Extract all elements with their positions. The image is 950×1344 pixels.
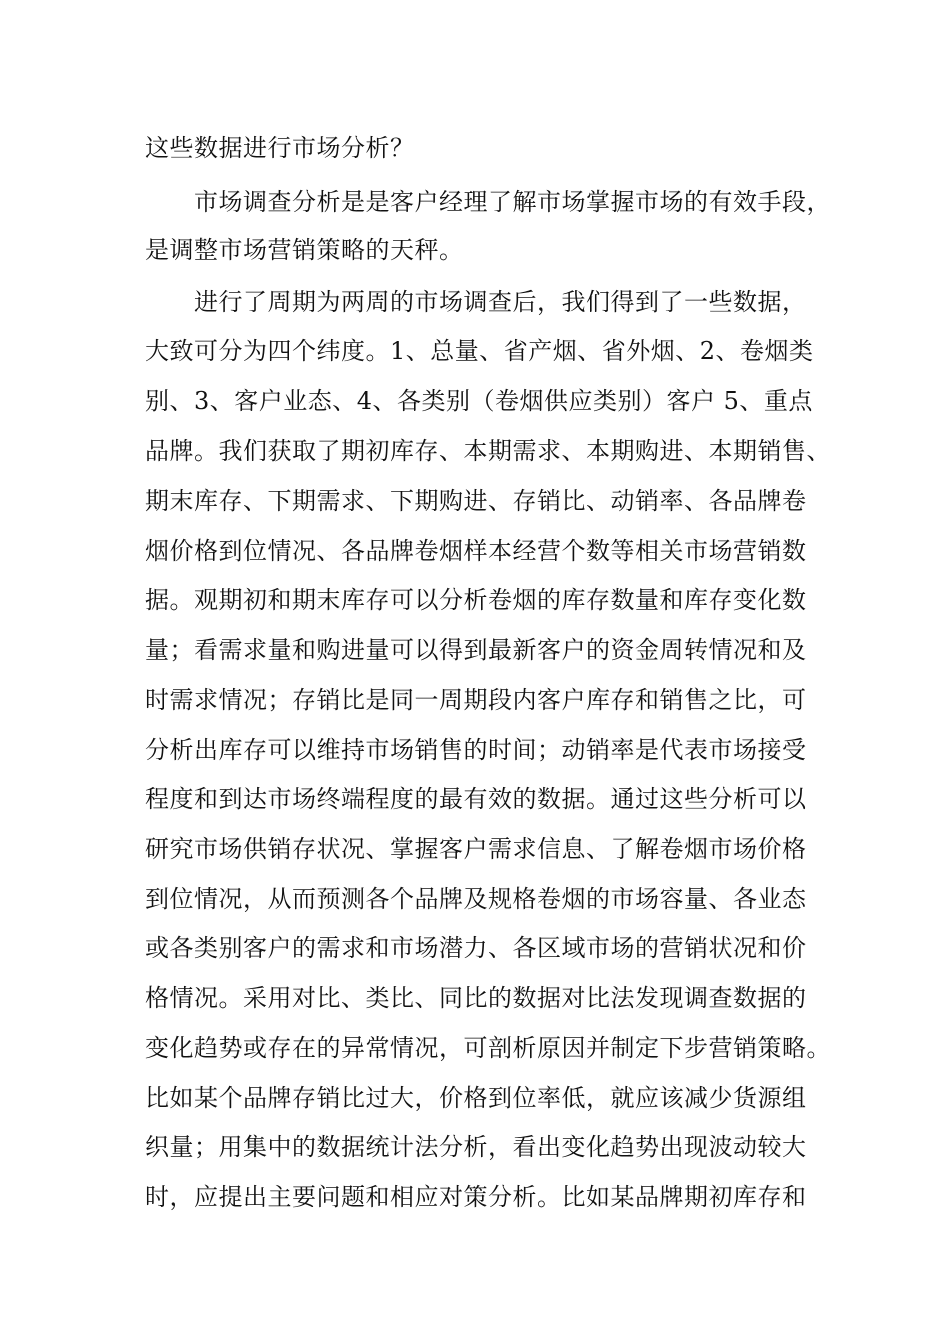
- text-line: 分析出库存可以维持市场销售的时间；动销率是代表市场接受: [145, 736, 807, 764]
- paragraph-start-line: 市场调查分析是是客户经理了解市场掌握市场的有效手段，: [194, 188, 831, 216]
- text-line: 别、3、客户业态、4、各类别（卷烟供应类别）客户 5、重点: [145, 387, 813, 415]
- text-line: 品牌。我们获取了期初库存、本期需求、本期购进、本期销售、: [145, 437, 831, 465]
- text-line: 期末库存、下期需求、下期购进、存销比、动销率、各品牌卷: [145, 487, 807, 515]
- text-line: 研究市场供销存状况、掌握客户需求信息、了解卷烟市场价格: [145, 835, 807, 863]
- text-line: 格情况。采用对比、类比、同比的数据对比法发现调查数据的: [145, 984, 807, 1012]
- text-line: 烟价格到位情况、各品牌卷烟样本经营个数等相关市场营销数: [145, 537, 807, 565]
- text-line: 是调整市场营销策略的天秤。: [145, 236, 464, 264]
- text-line: 织量；用集中的数据统计法分析，看出变化趋势出现波动较大: [145, 1133, 807, 1161]
- text-line: 这些数据进行市场分析？: [145, 134, 415, 162]
- text-line: 到位情况，从而预测各个品牌及规格卷烟的市场容量、各业态: [145, 885, 807, 913]
- text-line: 变化趋势或存在的异常情况，可剖析原因并制定下步营销策略。: [145, 1034, 831, 1062]
- text-line: 时，应提出主要问题和相应对策分析。比如某品牌期初库存和: [145, 1183, 807, 1211]
- text-line: 时需求情况；存销比是同一周期段内客户库存和销售之比，可: [145, 686, 807, 714]
- text-line: 量；看需求量和购进量可以得到最新客户的资金周转情况和及: [145, 636, 807, 664]
- paragraph-start-line: 进行了周期为两周的市场调查后，我们得到了一些数据，: [194, 288, 807, 316]
- text-line: 大致可分为四个纬度。1、总量、省产烟、省外烟、2、卷烟类: [145, 337, 814, 365]
- text-line: 据。观期初和期末库存可以分析卷烟的库存数量和库存变化数: [145, 586, 807, 614]
- text-line: 或各类别客户的需求和市场潜力、各区域市场的营销状况和价: [145, 934, 807, 962]
- text-line: 比如某个品牌存销比过大，价格到位率低，就应该减少货源组: [145, 1084, 807, 1112]
- text-line: 程度和到达市场终端程度的最有效的数据。通过这些分析可以: [145, 785, 807, 813]
